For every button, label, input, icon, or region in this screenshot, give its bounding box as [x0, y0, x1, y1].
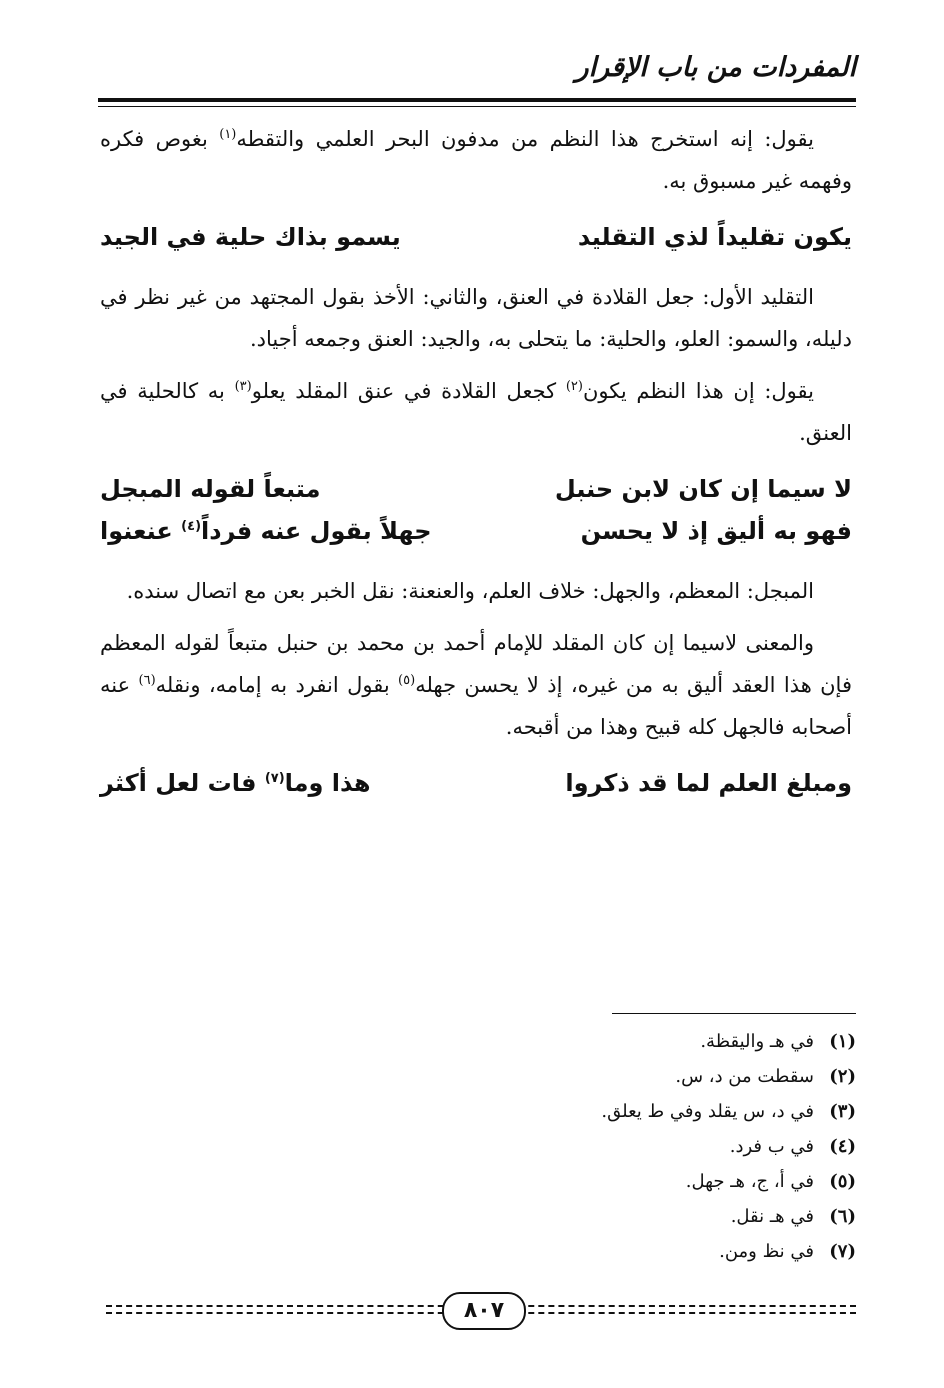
footnote-text: في نظ ومن. — [719, 1241, 814, 1262]
header-rule-thin — [98, 106, 856, 107]
footnote-item — [601, 1164, 856, 1199]
paragraph-3-text-a: يقول: إن هذا النظم يكون — [582, 379, 814, 403]
page-body — [100, 118, 852, 822]
footnote-ref-2: (٢) — [565, 379, 583, 394]
footnote-text: في د، س يقلد وفي ط يعلق. — [601, 1101, 814, 1122]
paragraph-1 — [100, 118, 852, 202]
verse-1-first-hemistich: يكون تقليداً لذي التقليد — [577, 223, 852, 251]
footnote-number: (٧) — [829, 1241, 856, 1262]
footnote-number: (٤) — [829, 1136, 856, 1157]
footnote-text: في هـ نقل. — [730, 1206, 814, 1227]
verse-4-first-hemistich: ومبلغ العلم لما قد ذكروا — [565, 769, 852, 797]
footnote-item — [601, 1129, 856, 1164]
footnote-item — [601, 1199, 856, 1234]
paragraph-2: التقليد الأول: جعل القلادة في العنق، والثاني: الأخذ بقول المجتهد من غير نظر في دليله، والسمو: العلو، والحلية: ما يتحلى به، والجيد: العنق وجمعه أجياد. — [100, 285, 852, 351]
footnote-item — [601, 1059, 856, 1094]
verse-4-second-hemistich — [100, 762, 371, 804]
footnote-item — [601, 1024, 856, 1059]
footnote-text: سقطت من د، س. — [675, 1066, 814, 1087]
verse-3-second-text: جهلاً بقول عنه فرداً — [201, 517, 432, 545]
paragraph-5-text-c: عنه أصحابه فالجهل كله قبيح وهذا من أقبحه. — [100, 673, 852, 739]
paragraph-3-text-b: كجعل القلادة في عنق المقلد يعلو — [251, 379, 566, 403]
running-header: المفردات من باب الإقرار — [575, 52, 856, 83]
paragraph-5-text-b: بقول انفرد به إمامه، ونقله — [155, 673, 399, 697]
verse-1 — [100, 216, 852, 258]
footnote-ref-7: (٧) — [264, 771, 285, 786]
verse-3 — [100, 510, 852, 552]
header-rule-thick — [98, 98, 856, 102]
footnote-text: في ب فرد. — [729, 1136, 814, 1157]
footnote-number: (٣) — [829, 1101, 856, 1122]
verse-3-second-hemistich — [100, 510, 432, 552]
footnote-ref-5: (٥) — [398, 673, 416, 688]
verse-4-second-end: فات لعل أكثر — [100, 769, 265, 797]
verse-4 — [100, 762, 852, 804]
footnote-item — [601, 1094, 856, 1129]
footnote-number: (٦) — [829, 1206, 856, 1227]
footnote-number: (٥) — [829, 1171, 856, 1192]
verse-3-first-hemistich: فهو به أليق إذ لا يحسن — [580, 517, 852, 545]
paragraph-3-text-c: به كالحلية في العنق. — [100, 379, 852, 445]
page-number: ٨٠٧ — [442, 1292, 526, 1330]
verse-4-second-text: هذا وما — [284, 769, 371, 797]
footnote-item — [601, 1234, 856, 1269]
paragraph-1-rest: بغوص فكره وفهمه غير مسبوق به. — [100, 127, 852, 193]
footnote-ref-1: (١) — [219, 127, 237, 142]
paragraph-4: المبجل: المعظم، والجهل: خلاف العلم، والعنعنة: نقل الخبر بعن مع اتصال سنده. — [126, 579, 814, 603]
footnote-number: (١) — [829, 1031, 856, 1052]
verse-1-second-hemistich: يسمو بذاك حلية في الجيد — [100, 223, 401, 251]
verse-2 — [100, 468, 852, 510]
paragraph-5 — [100, 622, 852, 748]
paragraph-5-text-a: والمعنى لاسيما إن كان المقلد للإمام أحمد بن محمد بن حنبل متبعاً لقوله المعظم فإن هذا العقد أليق به من غيره، إذ لا يحسن جهله — [100, 631, 852, 697]
paragraph-3 — [100, 370, 852, 454]
footnotes — [601, 1024, 856, 1269]
footnote-separator — [612, 1013, 856, 1014]
verse-2-second-hemistich: متبعاً لقوله المبجل — [100, 475, 321, 503]
footnote-ref-6: (٦) — [138, 673, 156, 688]
footnote-ref-4: (٤) — [181, 519, 202, 534]
verse-2-first-hemistich: لا سيما إن كان لابن حنبل — [554, 475, 852, 503]
verse-3-second-end: عنعنوا — [100, 517, 182, 545]
paragraph-1-text: يقول: إنه استخرج هذا النظم من مدفون البحر العلمي والتقطه — [236, 127, 814, 151]
footnote-text: في أ، ج، هـ جهل. — [685, 1171, 814, 1192]
footnote-text: في هـ واليقظة. — [700, 1031, 814, 1052]
footnote-ref-3: (٣) — [234, 379, 252, 394]
footnote-number: (٢) — [829, 1066, 856, 1087]
